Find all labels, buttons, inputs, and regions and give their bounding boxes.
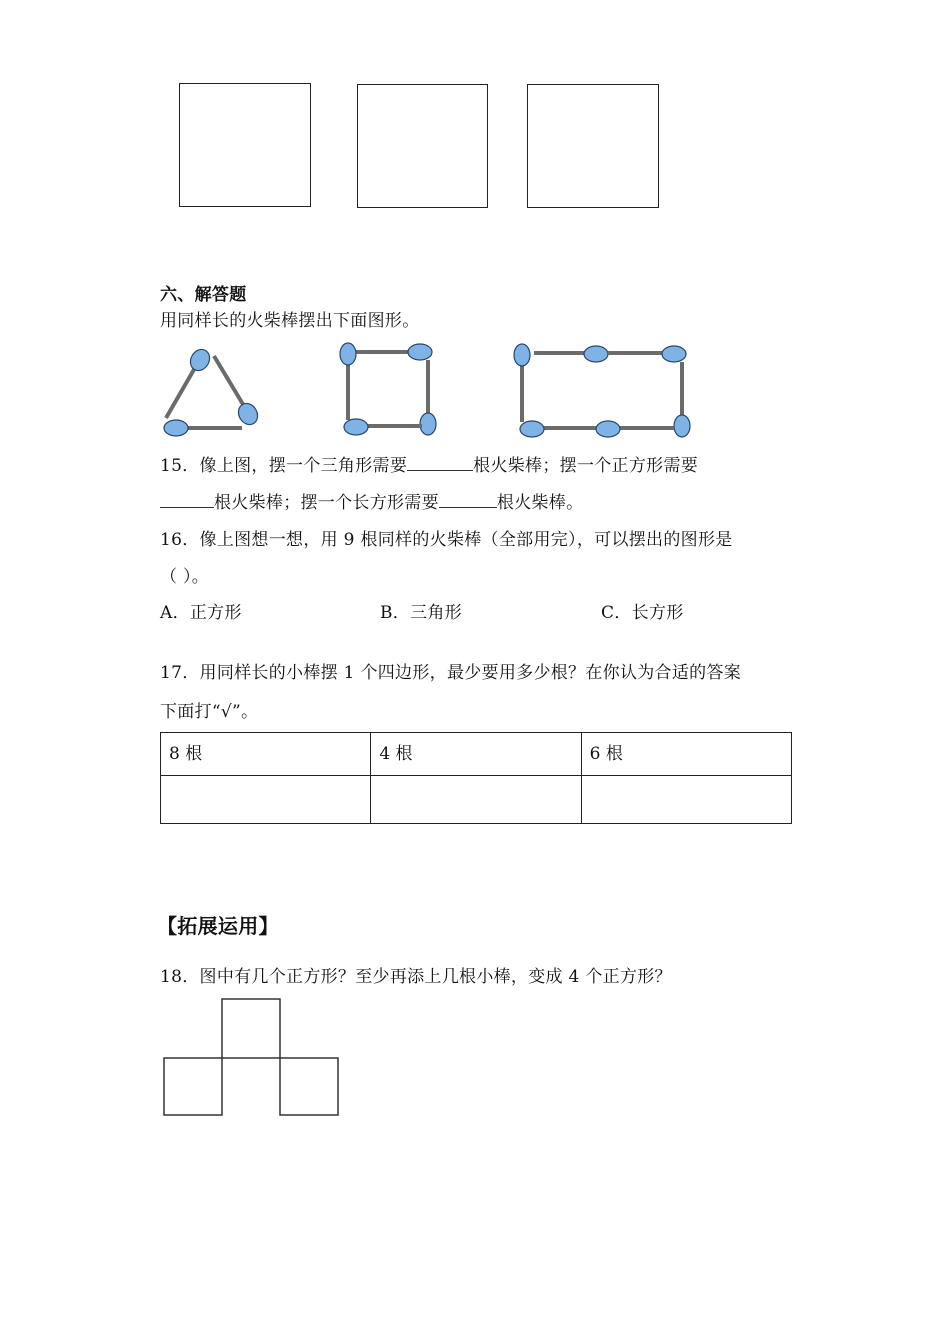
match-head [674,415,690,437]
q15-line1 [160,455,698,477]
match-head [596,421,620,437]
matchstick-triangle [164,346,261,436]
figure-square-left [164,1058,222,1115]
q15-line2 [160,492,583,514]
table-header-cell: 4 根 [371,733,581,776]
table-header-cell: 6 根 [581,733,791,776]
match-head [187,346,214,374]
match-head [164,420,188,436]
q16-line1: 16．像上图想一想，用 9 根同样的火柴棒（全部用完），可以摆出的图形是 [160,530,733,550]
q16-option-a[interactable]: A．正方形 [160,603,242,623]
match-head [344,419,368,435]
answer-square-2 [357,84,488,208]
figure-square-top [222,999,280,1058]
section-intro: 用同样长的火柴棒摆出下面图形。 [160,311,420,331]
q17-line2: 下面打“√”。 [160,702,259,722]
match-head [420,413,436,435]
q16-option-c[interactable]: C．长方形 [601,603,684,623]
table-answer-cell[interactable] [581,776,791,824]
q15-text-b: 根火柴棒；摆一个正方形需要 [473,456,699,476]
match-head [235,400,262,428]
matchstick-square [340,343,436,435]
q18-text: 18．图中有几个正方形？至少再添上几根小棒，变成 4 个正方形？ [160,967,672,987]
section-heading: 六、解答题 [160,285,247,305]
table-header-row [161,733,792,776]
table-answer-cell[interactable] [371,776,581,824]
match-head [408,344,432,360]
q15-text-d: 根火柴棒。 [496,493,584,513]
q16-option-b[interactable]: B．三角形 [380,603,462,623]
figure-square-right [280,1058,338,1115]
table-header-cell: 8 根 [161,733,371,776]
match-head [514,344,530,366]
match-stick [214,356,244,406]
matchstick-figures [150,340,710,445]
extension-heading: 【拓展运用】 [157,914,279,938]
match-head [662,346,686,362]
q15-blank-rectangle[interactable] [439,507,497,508]
q17-answer-table [160,732,792,824]
q15-text-c: 根火柴棒；摆一个长方形需要 [214,493,439,513]
q15-blank-triangle[interactable] [407,470,473,471]
match-head [520,421,544,437]
q18-square-figure [160,996,344,1120]
table-answer-cell[interactable] [161,776,371,824]
q15-blank-square[interactable] [160,507,214,508]
answer-square-3 [527,84,659,208]
answer-square-1 [179,83,311,207]
q16-answer-blank[interactable]: （ ）。 [160,567,210,587]
q17-line1: 17．用同样长的小棒摆 1 个四边形，最少要用多少根？在你认为合适的答案 [160,663,742,683]
match-stick [166,366,196,418]
match-head [584,346,608,362]
match-head [340,343,356,365]
table-answer-row [161,776,792,824]
q15-text-a: 15．像上图，摆一个三角形需要 [160,456,408,476]
matchstick-rectangle [514,344,690,437]
